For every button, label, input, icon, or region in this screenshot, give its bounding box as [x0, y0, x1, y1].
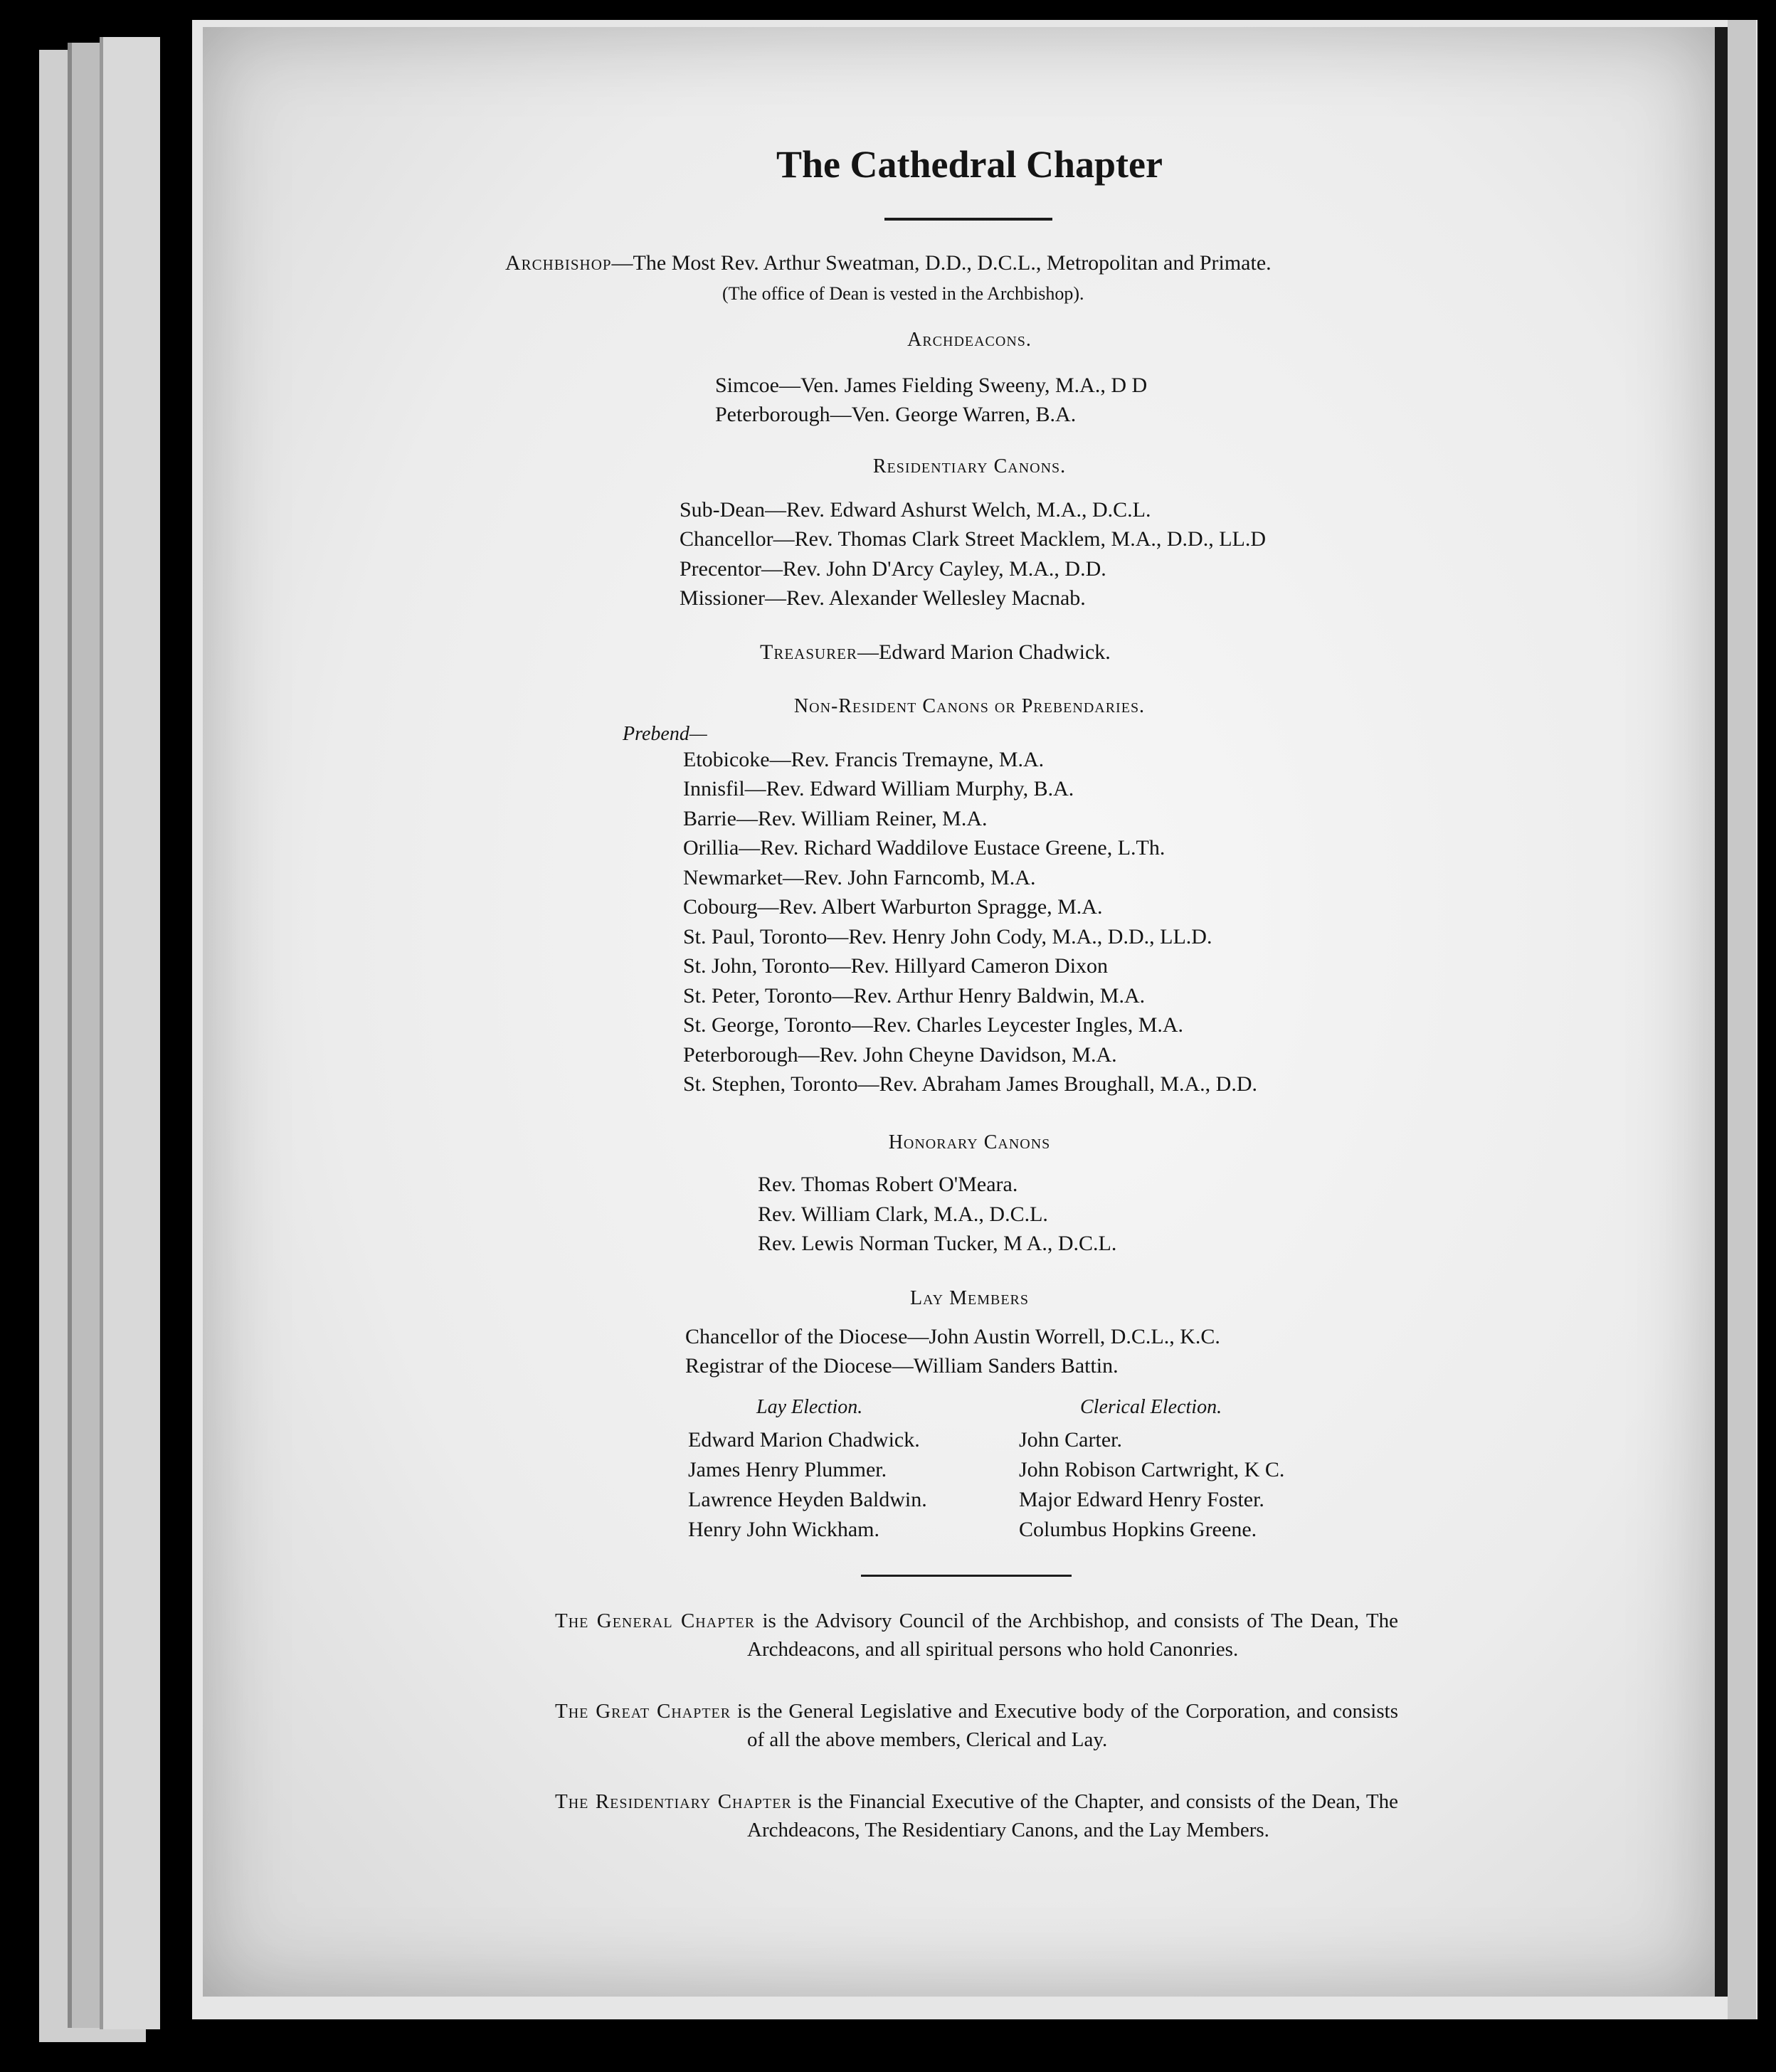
- prebendary-item: Newmarket—Rev. John Farncomb, M.A.: [683, 866, 1036, 889]
- archdeacon-item: Simcoe—Ven. James Fielding Sweeny, M.A., D D: [715, 374, 1148, 397]
- prebendary-item: St. George, Toronto—Rev. Charles Leycester Ingles, M.A.: [683, 1013, 1184, 1037]
- definition-residentiary-chapter: [555, 1787, 1398, 1844]
- page-right-edge: [1728, 20, 1756, 2019]
- treasurer-text: —Edward Marion Chadwick.: [857, 640, 1111, 664]
- prebendary-item: Etobicoke—Rev. Francis Tremayne, M.A.: [683, 748, 1045, 771]
- definition-text: is the General Legislative and Executive body of the Corporation, and consists of all the above members, Clerical and Lay.: [731, 1700, 1398, 1751]
- clerical-election-name: John Robison Cartwright, K C.: [1019, 1458, 1285, 1481]
- archdeacon-item: Peterborough—Ven. George Warren, B.A.: [715, 403, 1077, 426]
- page-title: The Cathedral Chapter: [776, 143, 1163, 186]
- prebendary-item: Cobourg—Rev. Albert Warburton Spragge, M.A.: [683, 895, 1103, 919]
- prebendary-item: St. Peter, Toronto—Rev. Arthur Henry Baldwin, M.A.: [683, 984, 1146, 1008]
- clerical-election-heading: Clerical Election.: [1080, 1396, 1222, 1418]
- honorary-canon-item: Rev. Thomas Robert O'Meara.: [758, 1173, 1018, 1196]
- archdeacons-heading: Archdeacons.: [907, 329, 1032, 351]
- lay-election-name: Henry John Wickham.: [688, 1518, 880, 1541]
- definition-general-chapter: [555, 1607, 1398, 1664]
- definition-great-chapter: [555, 1697, 1398, 1754]
- definition-term: The General Chapter: [555, 1610, 756, 1632]
- lay-election-name: Edward Marion Chadwick.: [688, 1428, 920, 1452]
- clerical-election-name: Columbus Hopkins Greene.: [1019, 1518, 1257, 1541]
- archbishop-text: —The Most Rev. Arthur Sweatman, D.D., D.C.L., Metropolitan and Primate.: [611, 251, 1272, 275]
- prebendary-item: Barrie—Rev. William Reiner, M.A.: [683, 807, 988, 830]
- residentiary-canon-item: Missioner—Rev. Alexander Wellesley Macnab.: [680, 586, 1086, 610]
- lay-members-heading: Lay Members: [909, 1287, 1030, 1309]
- clerical-election-name: Major Edward Henry Foster.: [1019, 1488, 1264, 1511]
- honorary-canons-heading: Honorary Canons: [888, 1131, 1051, 1153]
- prebendary-item: St. John, Toronto—Rev. Hillyard Cameron Dixon: [683, 954, 1109, 978]
- prebendary-item: St. Paul, Toronto—Rev. Henry John Cody, M.A., D.D., LL.D.: [683, 925, 1212, 948]
- non-resident-heading: Non-Resident Canons or Prebendaries.: [793, 695, 1146, 717]
- definition-term: The Great Chapter: [555, 1700, 731, 1723]
- lay-member-item: Registrar of the Diocese—William Sanders Battin.: [685, 1354, 1119, 1378]
- page-shadow-strip: [1715, 27, 1728, 1997]
- residentiary-canon-item: Sub-Dean—Rev. Edward Ashurst Welch, M.A., D.C.L.: [680, 498, 1151, 522]
- prebendary-item: St. Stephen, Toronto—Rev. Abraham James Broughall, M.A., D.D.: [683, 1072, 1257, 1096]
- residentiary-canon-item: Chancellor—Rev. Thomas Clark Street Macklem, M.A., D.D., LL.D: [680, 527, 1267, 551]
- clerical-election-name: John Carter.: [1019, 1428, 1122, 1452]
- definition-term: The Residentiary Chapter: [555, 1790, 792, 1813]
- lay-member-item: Chancellor of the Diocese—John Austin Worrell, D.C.L., K.C.: [685, 1325, 1220, 1348]
- prebendary-item: Peterborough—Rev. John Cheyne Davidson, M.A.: [683, 1043, 1117, 1067]
- prebendary-item: Orillia—Rev. Richard Waddilove Eustace Greene, L.Th.: [683, 836, 1166, 860]
- residentiary-canons-heading: Residentiary Canons.: [872, 455, 1067, 477]
- treasurer-line: [760, 638, 1111, 667]
- prebendary-item: Innisfil—Rev. Edward William Murphy, B.A.: [683, 777, 1074, 800]
- lay-election-heading: Lay Election.: [756, 1396, 863, 1418]
- lay-election-name: Lawrence Heyden Baldwin.: [688, 1488, 927, 1511]
- title-rule: [884, 218, 1052, 221]
- treasurer-label: Treasurer: [760, 640, 858, 664]
- archbishop-note: (The office of Dean is vested in the Archbishop).: [722, 283, 1084, 304]
- residentiary-canon-item: Precentor—Rev. John D'Arcy Cayley, M.A., D.D.: [680, 557, 1106, 581]
- prebend-label: Prebend—: [623, 723, 707, 745]
- archbishop-label: Archbishop: [505, 251, 612, 275]
- honorary-canon-item: Rev. William Clark, M.A., D.C.L.: [758, 1202, 1048, 1226]
- definition-text: is the Advisory Council of the Archbishop, and consists of The Dean, The Archdeacons, and all spiritual persons who hold Canonries.: [747, 1610, 1398, 1661]
- section-rule: [861, 1575, 1072, 1577]
- honorary-canon-item: Rev. Lewis Norman Tucker, M A., D.C.L.: [758, 1232, 1117, 1255]
- definition-text: is the Financial Executive of the Chapter, and consists of the Dean, The Archdeacons, The Residentiary Canons, and the Lay Members.: [747, 1790, 1399, 1841]
- lay-election-name: James Henry Plummer.: [688, 1458, 887, 1481]
- archbishop-line: [505, 249, 1272, 278]
